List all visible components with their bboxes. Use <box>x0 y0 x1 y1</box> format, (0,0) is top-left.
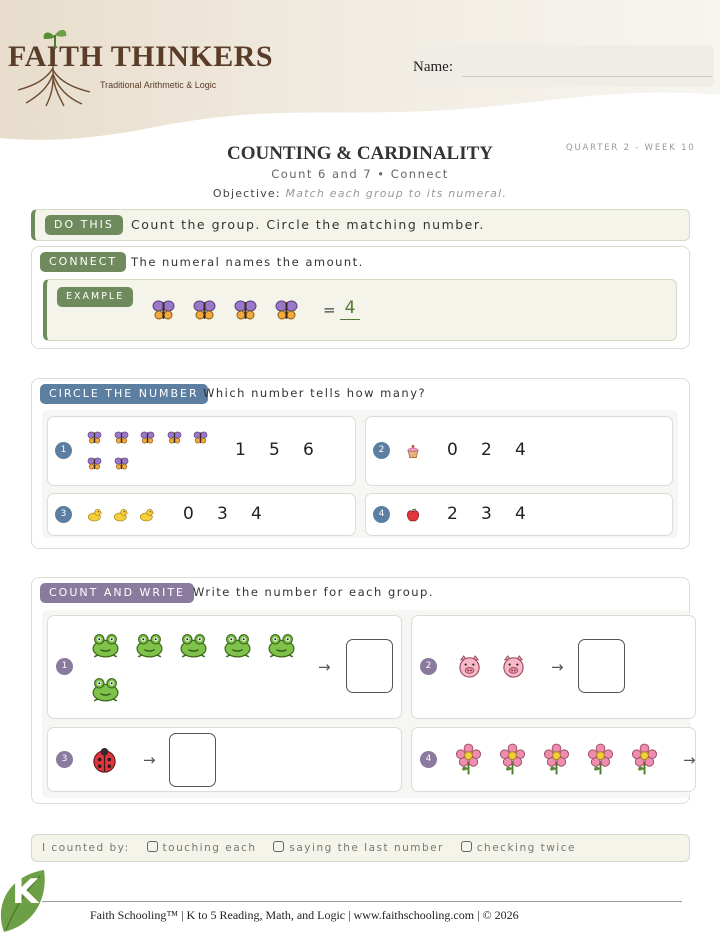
answer-box[interactable] <box>169 733 216 787</box>
circle-prompt: Which number tells how many? <box>203 386 427 400</box>
do-this-text: Count the group. Circle the matching number. <box>131 217 485 232</box>
frog-icon <box>178 631 209 660</box>
write-prompt: Write the number for each group. <box>193 585 434 599</box>
apple-icon <box>405 507 421 523</box>
checkbox-touching[interactable] <box>147 841 158 852</box>
number-option[interactable]: 4 <box>515 440 526 460</box>
item-number: 1 <box>55 442 72 459</box>
butterfly-icon <box>114 430 129 445</box>
number-option[interactable]: 5 <box>269 440 280 460</box>
ladybug-icon <box>91 747 118 774</box>
number-option[interactable]: 0 <box>183 503 194 524</box>
page-subtitle: Count 6 and 7 • Connect <box>271 167 449 181</box>
flower-icon <box>499 743 526 775</box>
butterfly-icon <box>193 430 208 445</box>
item-number: 4 <box>373 506 390 523</box>
pig-icon <box>500 654 527 679</box>
flower-icon <box>455 743 482 775</box>
flower-icon <box>543 743 570 775</box>
do-this-tag: DO THIS <box>45 215 123 235</box>
duck-icon <box>139 507 155 523</box>
sprout-icon <box>40 27 70 49</box>
butterfly-icon <box>233 298 258 322</box>
name-input-line[interactable] <box>462 76 712 77</box>
number-option[interactable]: 3 <box>217 503 228 524</box>
objective-label: Objective: <box>212 187 281 200</box>
brand-name: FAITH THINKERS <box>8 40 274 73</box>
footer-logo-letter: K <box>12 872 39 912</box>
butterfly-icon <box>192 298 217 322</box>
checkbox-twice[interactable] <box>461 841 472 852</box>
check-touching[interactable] <box>147 842 257 854</box>
butterfly-icon <box>274 298 299 322</box>
check-twice-label: checking twice <box>476 842 576 854</box>
name-label: Name: <box>413 59 453 75</box>
quarter-week: QUARTER 2 - WEEK 10 <box>566 143 696 153</box>
example-equals: = <box>323 301 336 319</box>
number-option[interactable]: 4 <box>515 503 526 524</box>
duck-icon <box>87 507 103 523</box>
footer-text: Faith Schooling™ | K to 5 Reading, Math, and Logic | www.faithschooling.com | © 2026 <box>90 908 519 922</box>
checkbox-saying[interactable] <box>273 841 284 852</box>
duck-icon <box>113 507 129 523</box>
item-number: 1 <box>56 658 73 675</box>
frog-icon <box>134 631 165 660</box>
circle-tag: CIRCLE THE NUMBER <box>40 384 208 404</box>
arrow-icon: → <box>551 658 564 676</box>
example-box <box>43 279 677 341</box>
item-number: 3 <box>55 506 72 523</box>
check-twice[interactable] <box>461 842 576 854</box>
objective-text: Match each group to its numeral. <box>285 187 508 200</box>
cupcake-icon <box>405 443 421 459</box>
check-saying[interactable] <box>273 842 444 854</box>
butterfly-icon <box>151 298 176 322</box>
frog-icon <box>222 631 253 660</box>
arrow-icon: → <box>143 751 156 769</box>
counted-by-row <box>42 841 576 854</box>
pig-icon <box>456 654 483 679</box>
connect-tag: CONNECT <box>40 252 126 272</box>
butterfly-icon <box>114 456 129 471</box>
number-option[interactable]: 6 <box>303 440 314 460</box>
flower-icon <box>631 743 658 775</box>
objective <box>0 187 720 200</box>
number-option[interactable]: 2 <box>447 503 458 524</box>
frog-icon <box>90 631 121 660</box>
name-field-box <box>414 45 714 87</box>
footer-rule <box>42 901 682 902</box>
example-answer: 4 <box>340 298 360 320</box>
number-option[interactable]: 4 <box>251 503 262 524</box>
frog-icon <box>266 631 297 660</box>
arrow-icon: → <box>318 658 331 676</box>
butterfly-icon <box>167 430 182 445</box>
check-touching-label: touching each <box>162 842 257 854</box>
item-number: 2 <box>373 442 390 459</box>
item-number: 2 <box>420 658 437 675</box>
item-number: 4 <box>420 751 437 768</box>
page-title: COUNTING & CARDINALITY <box>226 143 494 164</box>
frog-icon <box>90 675 121 704</box>
butterfly-icon <box>87 430 102 445</box>
number-option[interactable]: 0 <box>447 440 458 460</box>
item-number: 3 <box>56 751 73 768</box>
number-option[interactable]: 1 <box>235 440 246 460</box>
arrow-icon: → <box>683 751 696 769</box>
answer-box[interactable] <box>578 639 625 693</box>
check-saying-label: saying the last number <box>289 842 444 854</box>
brand-tagline: Traditional Arithmetic & Logic <box>100 80 217 90</box>
number-option[interactable]: 3 <box>481 503 492 524</box>
flower-icon <box>587 743 614 775</box>
write-tag: COUNT AND WRITE <box>40 583 194 603</box>
butterfly-icon <box>87 456 102 471</box>
answer-box[interactable] <box>346 639 393 693</box>
counted-by-label: I counted by: <box>42 842 130 854</box>
connect-text: The numeral names the amount. <box>131 255 364 269</box>
number-option[interactable]: 2 <box>481 440 492 460</box>
butterfly-icon <box>140 430 155 445</box>
example-tag: EXAMPLE <box>57 287 133 307</box>
